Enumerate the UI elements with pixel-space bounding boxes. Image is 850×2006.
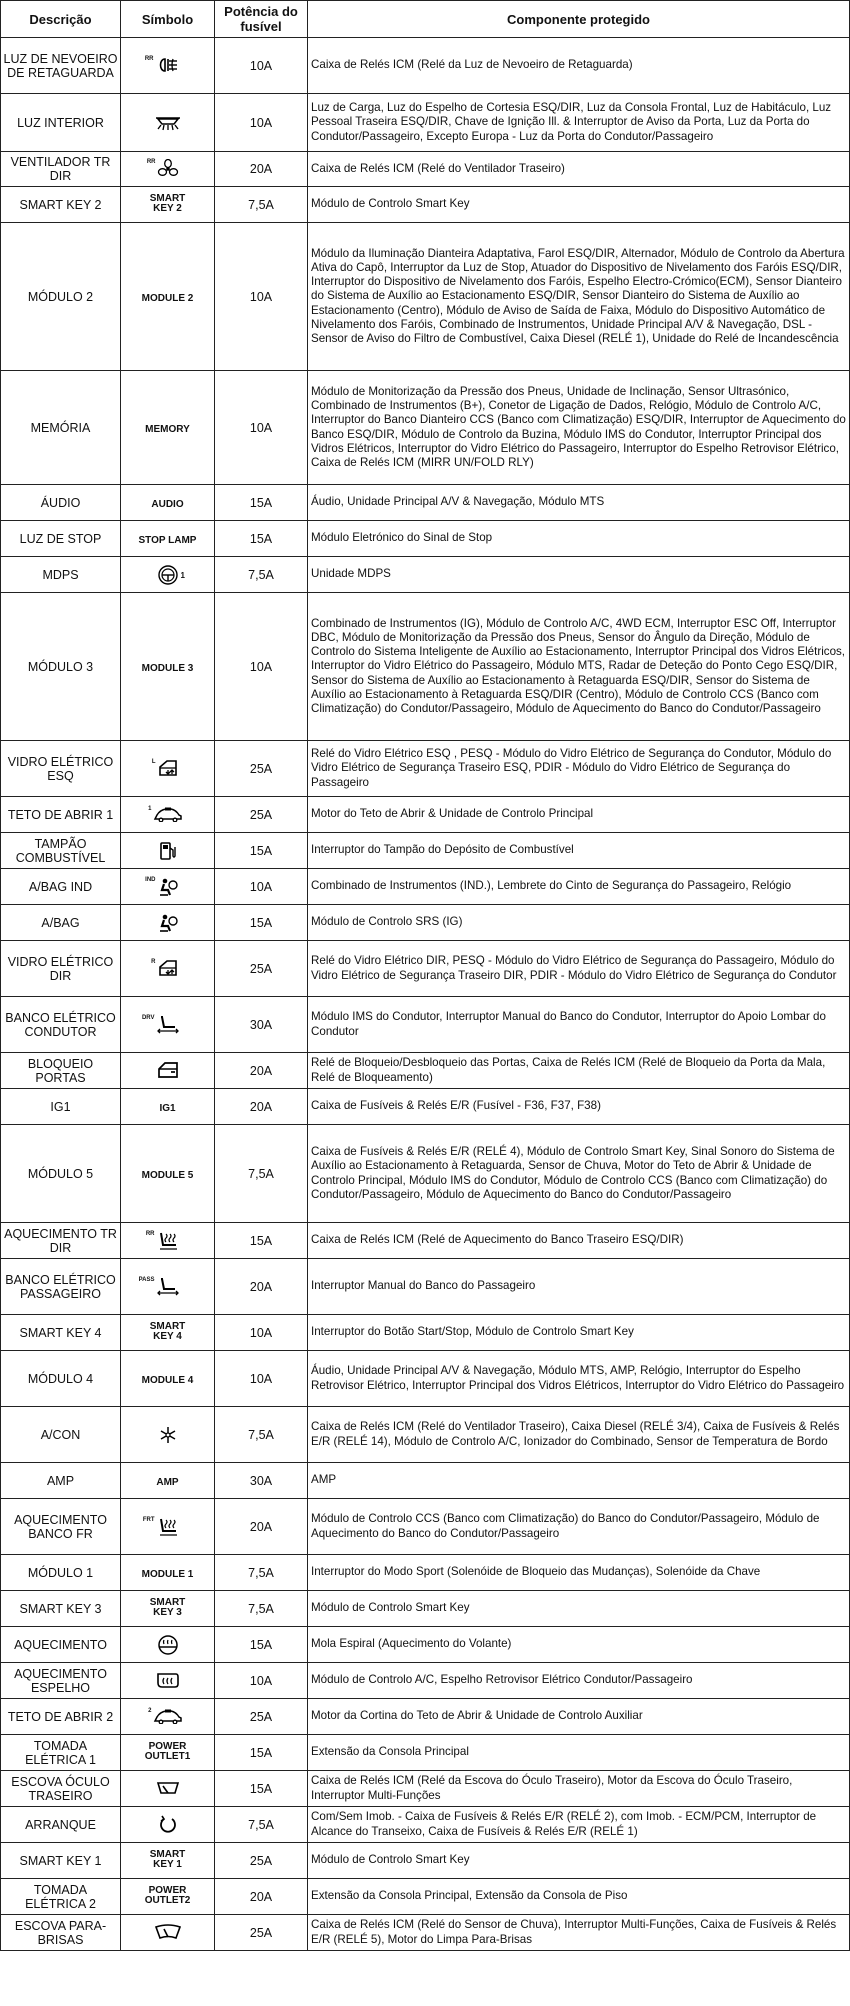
fuse-symbol [121,1843,215,1879]
symbol-label: AMP [156,1476,179,1488]
fuse-rating: 30A [215,997,308,1053]
protected-component: Interruptor do Modo Sport (Solenóide de Bloqueio das Mudanças), Solenóide da Chave [308,1555,850,1591]
protected-component: Relé de Bloqueio/Desbloqueio das Portas, Caixa de Relés ICM (Relé de Bloqueio da Porta da Mala, Relé de Bloqueamento) [308,1053,850,1089]
fuse-rating: 10A [215,1351,308,1407]
fuse-description: A/BAG IND [1,869,121,905]
fuse-symbol [121,1915,215,1951]
fuse-rating: 10A [215,94,308,152]
protected-component: Caixa de Relés ICM (Relé do Ventilador Traseiro) [308,152,850,187]
symbol-prefix: RR [146,159,156,165]
fuse-symbol [121,38,215,94]
table-row [1,797,850,833]
protected-component: Motor da Cortina do Teto de Abrir & Unidade de Controlo Auxiliar [308,1699,850,1735]
protected-component: Módulo de Controlo Smart Key [308,1591,850,1627]
table-row [1,485,850,521]
protected-component: Interruptor do Tampão do Depósito de Combustível [308,833,850,869]
protected-component: Caixa de Relés ICM (Relé da Escova do Óculo Traseiro), Motor da Escova do Óculo Traseiro, Interruptor Multi-Funções [308,1771,850,1807]
fuse-rating: 10A [215,1663,308,1699]
fuse-rating: 20A [215,1259,308,1315]
fuse-rating: 10A [215,593,308,741]
power-seat-icon [141,1014,180,1035]
fuse-rating: 25A [215,797,308,833]
symbol-label: MEMORY [145,423,190,435]
fuse-symbol [121,187,215,223]
protected-component: Extensão da Consola Principal [308,1735,850,1771]
fuse-rating: 7,5A [215,1407,308,1463]
table-row [1,1663,850,1699]
protected-component: Módulo IMS do Condutor, Interruptor Manual do Banco do Condutor, Interruptor do Apoio Lombar do Condutor [308,997,850,1053]
symbol-prefix: DRV [141,1014,155,1021]
protected-component: Motor do Teto de Abrir & Unidade de Controlo Principal [308,797,850,833]
table-row [1,1915,850,1951]
protected-component: Módulo da Iluminação Dianteira Adaptativa, Farol ESQ/DIR, Alternador, Módulo de Controlo da Abertura Ativa do Capô, Interruptor da Luz de Stop, Atuador do Dispositivo de Nivelamento dos Faróis ESQ/DIR, Interruptor do Dispositivo de Nivelamento dos Faróis, Espelho Electro-Crómico(ECM), Sensor Dianteiro do Sistema de Auxílio ao Estacionamento ESQ/DIR, Sensor Dianteiro do Sistema de Auxílio ao Estacionamento (Centro), Módulo de Aviso de Saída de Faixa, Módulo do Dispositivo Automático de Nivelamento dos Faróis, Combinado de Instrumentos, Unidade Principal A/V & Navegação, DSL - Sensor de Aviso do Filtro de Combustível, Caixa Diesel (RELÉ 1), Unidade do Relé de Incandescência [308,223,850,371]
fuse-symbol [121,1125,215,1223]
fuse-description: AQUECIMENTO BANCO FR [1,1499,121,1555]
fuse-symbol [121,797,215,833]
table-row [1,833,850,869]
symbol-prefix: R [151,959,156,966]
fuse-description: MEMÓRIA [1,371,121,485]
snowflake-icon [158,1425,178,1445]
table-row [1,593,850,741]
fuse-rating: 15A [215,905,308,941]
fuse-description: TOMADA ELÉTRICA 2 [1,1879,121,1915]
protected-component: AMP [308,1463,850,1499]
symbol-label: MODULE 5 [141,1169,194,1181]
fuse-description: LUZ INTERIOR [1,94,121,152]
fuse-symbol [121,1315,215,1351]
symbol-prefix: RR [144,56,154,63]
fuse-description: A/CON [1,1407,121,1463]
fuse-description: ARRANQUE [1,1807,121,1843]
steering-wheel-icon [157,564,185,586]
fuse-description: TETO DE ABRIR 2 [1,1699,121,1735]
fuse-rating: 25A [215,1699,308,1735]
fuse-symbol [121,485,215,521]
protected-component: Interruptor Manual do Banco do Passageiro [308,1259,850,1315]
protected-component: Relé do Vidro Elétrico ESQ , PESQ - Módulo do Vidro Elétrico de Segurança do Condutor, Módulo do Vidro Elétrico de Segurança Traseiro ESQ, PDIR - Módulo do Vidro Elétrico de Segurança do Passageiro [308,741,850,797]
symbol-label: POWER OUTLET1 [144,1740,191,1762]
fuse-symbol [121,1627,215,1663]
table-row [1,905,850,941]
protected-component: Interruptor do Botão Start/Stop, Módulo de Controlo Smart Key [308,1315,850,1351]
header-component: Componente protegido [308,1,850,38]
mirror-heater-icon [156,1671,180,1689]
fuse-rating: 7,5A [215,1125,308,1223]
fuse-description: VENTILADOR TR DIR [1,152,121,187]
fuse-description: AQUECIMENTO TR DIR [1,1223,121,1259]
fuse-description: TETO DE ABRIR 1 [1,797,121,833]
symbol-label: AUDIO [151,498,184,510]
fuse-rating: 25A [215,741,308,797]
fuse-description: VIDRO ELÉTRICO ESQ [1,741,121,797]
fuse-symbol [121,941,215,997]
table-row [1,1259,850,1315]
symbol-label: MODULE 3 [141,662,194,674]
fuse-symbol [121,521,215,557]
table-row [1,1771,850,1807]
table-row [1,1315,850,1351]
heated-steering-icon [157,1634,179,1656]
fuse-symbol [121,741,215,797]
fuse-symbol [121,371,215,485]
fuse-description: SMART KEY 3 [1,1591,121,1627]
symbol-label: STOP LAMP [138,534,197,546]
protected-component: Mola Espiral (Aquecimento do Volante) [308,1627,850,1663]
seat-heater-icon [142,1516,180,1537]
sunroof-icon [148,806,183,822]
start-icon [158,1815,178,1835]
table-row [1,1499,850,1555]
protected-component: Caixa de Relés ICM (Relé do Ventilador Traseiro), Caixa Diesel (RELÉ 3/4), Caixa de Fusíveis & Relés E/R (RELÉ 14), Módulo de Controlo A/C, Ionizador do Combinado, Sensor de Temperatura de Bordo [308,1407,850,1463]
table-row [1,1843,850,1879]
symbol-label: POWER OUTLET2 [144,1884,191,1906]
fuse-description: MÓDULO 5 [1,1125,121,1223]
fuse-description: ÁUDIO [1,485,121,521]
table-row [1,557,850,593]
protected-component: Com/Sem Imob. - Caixa de Fusíveis & Relés E/R (RELÉ 2), com Imob. - ECM/PCM, Interruptor de Alcance do Transeixo, Caixa de Fusíveis & Relés E/R (RELÉ 1) [308,1807,850,1843]
symbol-label: MODULE 2 [141,292,194,304]
airbag-icon [145,876,179,897]
fan-icon [146,159,179,179]
fuse-symbol [121,905,215,941]
fuse-rating: 7,5A [215,557,308,593]
table-row [1,1591,850,1627]
fuse-rating: 20A [215,152,308,187]
fuse-symbol [121,1351,215,1407]
fuse-description: MÓDULO 3 [1,593,121,741]
fuse-rating: 20A [215,1053,308,1089]
header-description: Descrição [1,1,121,38]
header-symbol: Símbolo [121,1,215,38]
symbol-prefix: 2 [148,1708,152,1715]
table-row [1,1555,850,1591]
power-window-icon [151,959,179,977]
fuse-symbol [121,833,215,869]
fuse-rating: 7,5A [215,187,308,223]
protected-component: Caixa de Relés ICM (Relé de Aquecimento do Banco Traseiro ESQ/DIR) [308,1223,850,1259]
protected-component: Combinado de Instrumentos (IG), Módulo de Controlo A/C, 4WD ECM, Interruptor ESC Off, Interruptor DBC, Módulo de Monitorização da Pressão dos Pneus, Sensor do Ângulo da Direção, Módulo de Controlo do Sistema Inteligente de Auxílio ao Estacionamento, Interruptor Principal dos Vidros Elétricos, Interruptor do Vidro Elétrico do Passageiro, Módulo MTS, Radar de Deteção do Ponto Cego ESQ/DIR, Sensor do Sistema de Auxílio ao Estacionamento à Retaguarda ESQ/DIR, Sensor do Sistema de Auxílio ao Estacionamento à Retaguarda ESQ/DIR (Centro), Módulo de Controlo CCS (Banco com Climatização) do Condutor/Passageiro, Módulo de Aquecimento do Banco do Condutor/Passageiro [308,593,850,741]
table-row [1,187,850,223]
table-row [1,1351,850,1407]
protected-component: Módulo de Controlo CCS (Banco com Climatização) do Banco do Condutor/Passageiro, Módulo de Aquecimento do Banco do Condutor/Passageiro [308,1499,850,1555]
fuse-description: A/BAG [1,905,121,941]
protected-component: Combinado de Instrumentos (IND.), Lembrete do Cinto de Segurança do Passageiro, Relógio [308,869,850,905]
fuse-rating: 15A [215,1735,308,1771]
symbol-label: MODULE 4 [141,1374,194,1386]
table-row [1,1735,850,1771]
fuse-symbol [121,1499,215,1555]
header-power: Potência do fusível [215,1,308,38]
fuse-symbol [121,1735,215,1771]
header-row [1,1,850,38]
symbol-prefix: L [151,759,156,766]
power-seat-icon [138,1276,180,1297]
table-row [1,371,850,485]
fuse-rating: 30A [215,1463,308,1499]
fuse-rating: 15A [215,485,308,521]
table-row [1,1879,850,1915]
fuse-rating: 7,5A [215,1591,308,1627]
table-row [1,521,850,557]
table-row [1,1053,850,1089]
sunroof-icon [148,1708,183,1724]
symbol-label: IG1 [159,1102,176,1114]
symbol-prefix: RR [145,1230,155,1237]
fuse-description: AMP [1,1463,121,1499]
fuse-rating: 7,5A [215,1807,308,1843]
table-row [1,741,850,797]
protected-component: Módulo de Controlo Smart Key [308,187,850,223]
fuse-description: IG1 [1,1089,121,1125]
fuse-symbol [121,1223,215,1259]
fuse-description: BLOQUEIO PORTAS [1,1053,121,1089]
fuse-rating: 25A [215,1915,308,1951]
symbol-prefix: 1 [148,806,152,813]
fuse-rating: 25A [215,1843,308,1879]
fuse-symbol [121,223,215,371]
fuse-description: BANCO ELÉTRICO PASSAGEIRO [1,1259,121,1315]
rear-fog-lamp-icon [144,56,181,74]
fuse-description: SMART KEY 2 [1,187,121,223]
symbol-suffix: 1 [180,570,185,580]
fuse-description: LUZ DE STOP [1,521,121,557]
table-row [1,1223,850,1259]
symbol-label: SMART KEY 2 [149,192,186,214]
fuse-description: SMART KEY 4 [1,1315,121,1351]
fuse-symbol [121,1807,215,1843]
table-row [1,1627,850,1663]
protected-component: Módulo de Controlo Smart Key [308,1843,850,1879]
protected-component: Áudio, Unidade Principal A/V & Navegação, Módulo MTS [308,485,850,521]
table-row [1,869,850,905]
front-wiper-icon [155,1924,181,1940]
fuse-symbol [121,869,215,905]
fuse-rating: 20A [215,1089,308,1125]
symbol-label: SMART KEY 1 [149,1848,186,1870]
fuse-symbol [121,1591,215,1627]
protected-component: Caixa de Fusíveis & Relés E/R (RELÉ 4), Módulo de Controlo Smart Key, Sinal Sonoro do Sistema de Auxílio ao Estacionamento à Retaguarda, Sensor de Chuva, Motor do Teto de Abrir & Unidade de Controlo Principal, Módulo IMS do Condutor, Módulo de Controlo CCS (Banco com Climatização) do Condutor/Passageiro, Módulo de Aquecimento do Banco do Condutor/Passageiro [308,1125,850,1223]
fuse-symbol [121,1879,215,1915]
fuse-description: MÓDULO 2 [1,223,121,371]
fuse-symbol [121,94,215,152]
fuse-rating: 10A [215,371,308,485]
fuse-symbol [121,1699,215,1735]
rear-wiper-icon [156,1779,180,1797]
table-row [1,1125,850,1223]
fuel-icon [158,841,178,861]
symbol-label: SMART KEY 3 [149,1596,186,1618]
protected-component: Unidade MDPS [308,557,850,593]
table-row [1,1089,850,1125]
table-row [1,1807,850,1843]
fuse-symbol [121,1259,215,1315]
fuse-description: MDPS [1,557,121,593]
fuse-symbol [121,1089,215,1125]
fuse-rating: 10A [215,1315,308,1351]
symbol-prefix: FRT [142,1516,155,1523]
table-row [1,223,850,371]
fuse-description: AQUECIMENTO [1,1627,121,1663]
fuse-symbol [121,1771,215,1807]
fuse-rating: 15A [215,1627,308,1663]
table-row [1,1463,850,1499]
fuse-description: MÓDULO 4 [1,1351,121,1407]
fuse-symbol [121,593,215,741]
table-row [1,1699,850,1735]
fuse-rating: 7,5A [215,1555,308,1591]
table-row [1,38,850,94]
fuse-symbol [121,997,215,1053]
protected-component: Luz de Carga, Luz do Espelho de Cortesia ESQ/DIR, Luz da Consola Frontal, Luz de Habitáculo, Luz Pessoal Traseira ESQ/DIR, Chave de Ignição Ill. & Interruptor de Aviso da Porta, Luz da Porta do Condutor/Passageiro, Excepto Europa - Luz da Porta do Condutor/Passageiro [308,94,850,152]
interior-lamp-icon [153,113,183,131]
fuse-symbol [121,1053,215,1089]
airbag-icon [157,913,179,933]
fuse-symbol [121,1663,215,1699]
fuse-rating: 25A [215,941,308,997]
table-row [1,941,850,997]
door-lock-icon [156,1061,180,1079]
fuse-description: TAMPÃO COMBUSTÍVEL [1,833,121,869]
symbol-prefix: IND [145,876,156,883]
protected-component: Módulo de Controlo A/C, Espelho Retrovisor Elétrico Condutor/Passageiro [308,1663,850,1699]
fuse-symbol [121,1555,215,1591]
fuse-description: ESCOVA PARA-BRISAS [1,1915,121,1951]
protected-component: Módulo Eletrónico do Sinal de Stop [308,521,850,557]
table-row [1,152,850,187]
protected-component: Módulo de Monitorização da Pressão dos Pneus, Unidade de Inclinação, Sensor Ultrasónico, Combinado de Instrumentos (B+), Conetor de Ligação de Dados, Relógio, Módulo de Controlo A/C, Interruptor do Banco Dianteiro CCS (Banco com Climatização) ESQ/DIR, Interruptor de Aquecimento do Banco ESQ/DIR, Módulo de Controlo da Buzina, Módulo IMS do Condutor, Interruptor Principal dos Vidros Elétricos, Interruptor do Vidro Elétrico do Passageiro, Interruptor do Espelho Retrovisor Elétrico, Caixa de Relés ICM (MIRR UN/FOLD RLY) [308,371,850,485]
seat-heater-icon [145,1230,180,1251]
symbol-prefix: PASS [138,1276,155,1283]
symbol-label: SMART KEY 4 [149,1320,186,1342]
fuse-symbol [121,152,215,187]
fuse-description: MÓDULO 1 [1,1555,121,1591]
protected-component: Módulo de Controlo SRS (IG) [308,905,850,941]
fuse-rating: 15A [215,1223,308,1259]
protected-component: Caixa de Relés ICM (Relé da Luz de Nevoeiro de Retaguarda) [308,38,850,94]
fuse-rating: 10A [215,38,308,94]
fuse-symbol [121,1407,215,1463]
fuse-rating: 15A [215,521,308,557]
fuse-rating: 15A [215,833,308,869]
fuse-rating: 15A [215,1771,308,1807]
table-row [1,94,850,152]
fuse-description: TOMADA ELÉTRICA 1 [1,1735,121,1771]
protected-component: Relé do Vidro Elétrico DIR, PESQ - Módulo do Vidro Elétrico de Segurança do Passageiro, Módulo do Vidro Elétrico de Segurança Traseiro DIR, PDIR - Módulo do Vidro Elétrico de Segurança do Condutor [308,941,850,997]
fuse-description: ESCOVA ÓCULO TRASEIRO [1,1771,121,1807]
fuse-rating: 10A [215,869,308,905]
protected-component: Áudio, Unidade Principal A/V & Navegação, Módulo MTS, AMP, Relógio, Interruptor do Espelho Retrovisor Elétrico, Interruptor Principal dos Vidros Elétricos, Interruptor do Vidro Elétrico do Passageiro [308,1351,850,1407]
fuse-rating: 10A [215,223,308,371]
protected-component: Caixa de Relés ICM (Relé do Sensor de Chuva), Interruptor Multi-Funções, Caixa de Fusíveis & Relés E/R (RELÉ 5), Motor do Limpa Para-Brisas [308,1915,850,1951]
fuse-description: BANCO ELÉTRICO CONDUTOR [1,997,121,1053]
fuse-description: AQUECIMENTO ESPELHO [1,1663,121,1699]
fuse-description: SMART KEY 1 [1,1843,121,1879]
fuse-rating: 20A [215,1879,308,1915]
fuse-symbol [121,557,215,593]
symbol-label: MODULE 1 [141,1568,194,1580]
fuse-rating: 20A [215,1499,308,1555]
fuse-description: VIDRO ELÉTRICO DIR [1,941,121,997]
protected-component: Extensão da Consola Principal, Extensão da Consola de Piso [308,1879,850,1915]
power-window-icon [151,759,179,777]
table-row [1,1407,850,1463]
fuse-symbol [121,1463,215,1499]
protected-component: Caixa de Fusíveis & Relés E/R (Fusível - F36, F37, F38) [308,1089,850,1125]
fuse-description: LUZ DE NEVOEIRO DE RETAGUARDA [1,38,121,94]
table-row [1,997,850,1053]
